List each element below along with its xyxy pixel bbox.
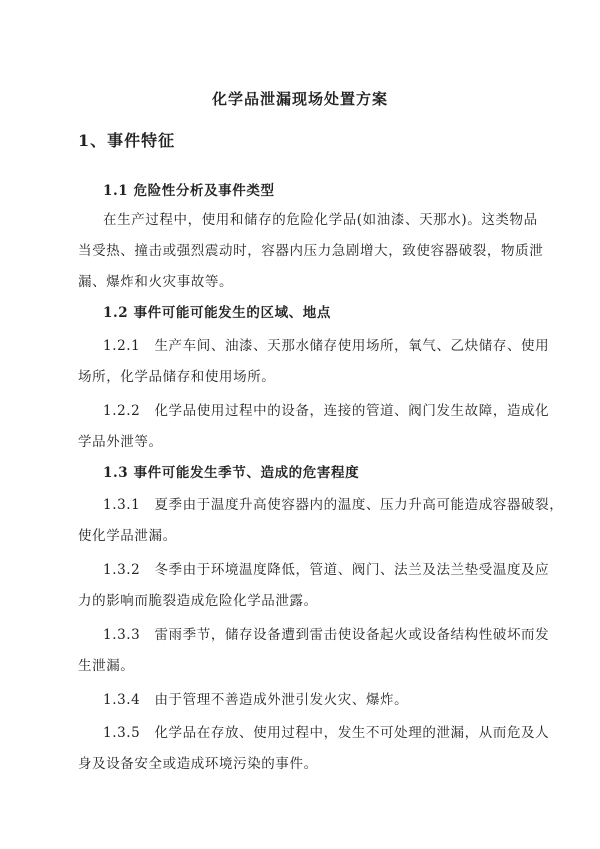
paragraph-line: 力的影响而脆裂造成危险化学品泄露。 bbox=[78, 593, 318, 609]
paragraph-line: 身及设备安全或造成环境污染的事件。 bbox=[78, 756, 318, 772]
subsection-heading-1-2: 1.2 事件可能可能发生的区域、地点 bbox=[103, 305, 331, 321]
paragraph-line: 1.3.1 夏季由于温度升高使容器内的温度、压力升高可能造成容器破裂， bbox=[103, 497, 564, 513]
section-heading-1: 1、事件特征 bbox=[78, 131, 176, 150]
paragraph-line: 在生产过程中，使用和储存的危险化学品(如油漆、天那水)。这类物品 bbox=[103, 212, 538, 228]
paragraph-line: 生泄漏。 bbox=[78, 658, 135, 674]
paragraph-line: 1.3.4 由于管理不善造成外泄引发火灾、爆炸。 bbox=[103, 692, 409, 708]
subsection-heading-1-1: 1.1 危险性分析及事件类型 bbox=[103, 183, 275, 199]
paragraph-line: 1.2.1 生产车间、油漆、天那水储存使用场所，氧气、乙炔储存、使用 bbox=[103, 338, 550, 354]
document-title: 化学品泄漏现场处置方案 bbox=[211, 90, 388, 108]
paragraph-line: 使化学品泄漏。 bbox=[78, 528, 177, 544]
paragraph-line: 1.3.3 雷雨季节，储存设备遭到雷击使设备起火或设备结构性破坏而发 bbox=[103, 627, 550, 643]
paragraph-line: 1.2.2 化学品使用过程中的设备，连接的管道、阀门发生故障，造成化 bbox=[103, 403, 550, 419]
paragraph-line: 1.3.2 冬季由于环境温度降低，管道、阀门、法兰及法兰垫受温度及应 bbox=[103, 562, 550, 578]
paragraph-line: 漏、爆炸和火灾事故等。 bbox=[78, 274, 234, 290]
paragraph-line: 1.3.5 化学品在存放、使用过程中，发生不可处理的泄漏，从而危及人 bbox=[103, 725, 550, 741]
paragraph-line: 场所，化学品储存和使用场所。 bbox=[78, 369, 276, 385]
subsection-heading-1-3: 1.3 事件可能发生季节、造成的危害程度 bbox=[103, 465, 360, 481]
paragraph-line: 当受热、撞击或强烈震动时，容器内压力急剧增大，致使容器破裂，物质泄 bbox=[78, 243, 544, 259]
paragraph-line: 学品外泄等。 bbox=[78, 434, 163, 450]
